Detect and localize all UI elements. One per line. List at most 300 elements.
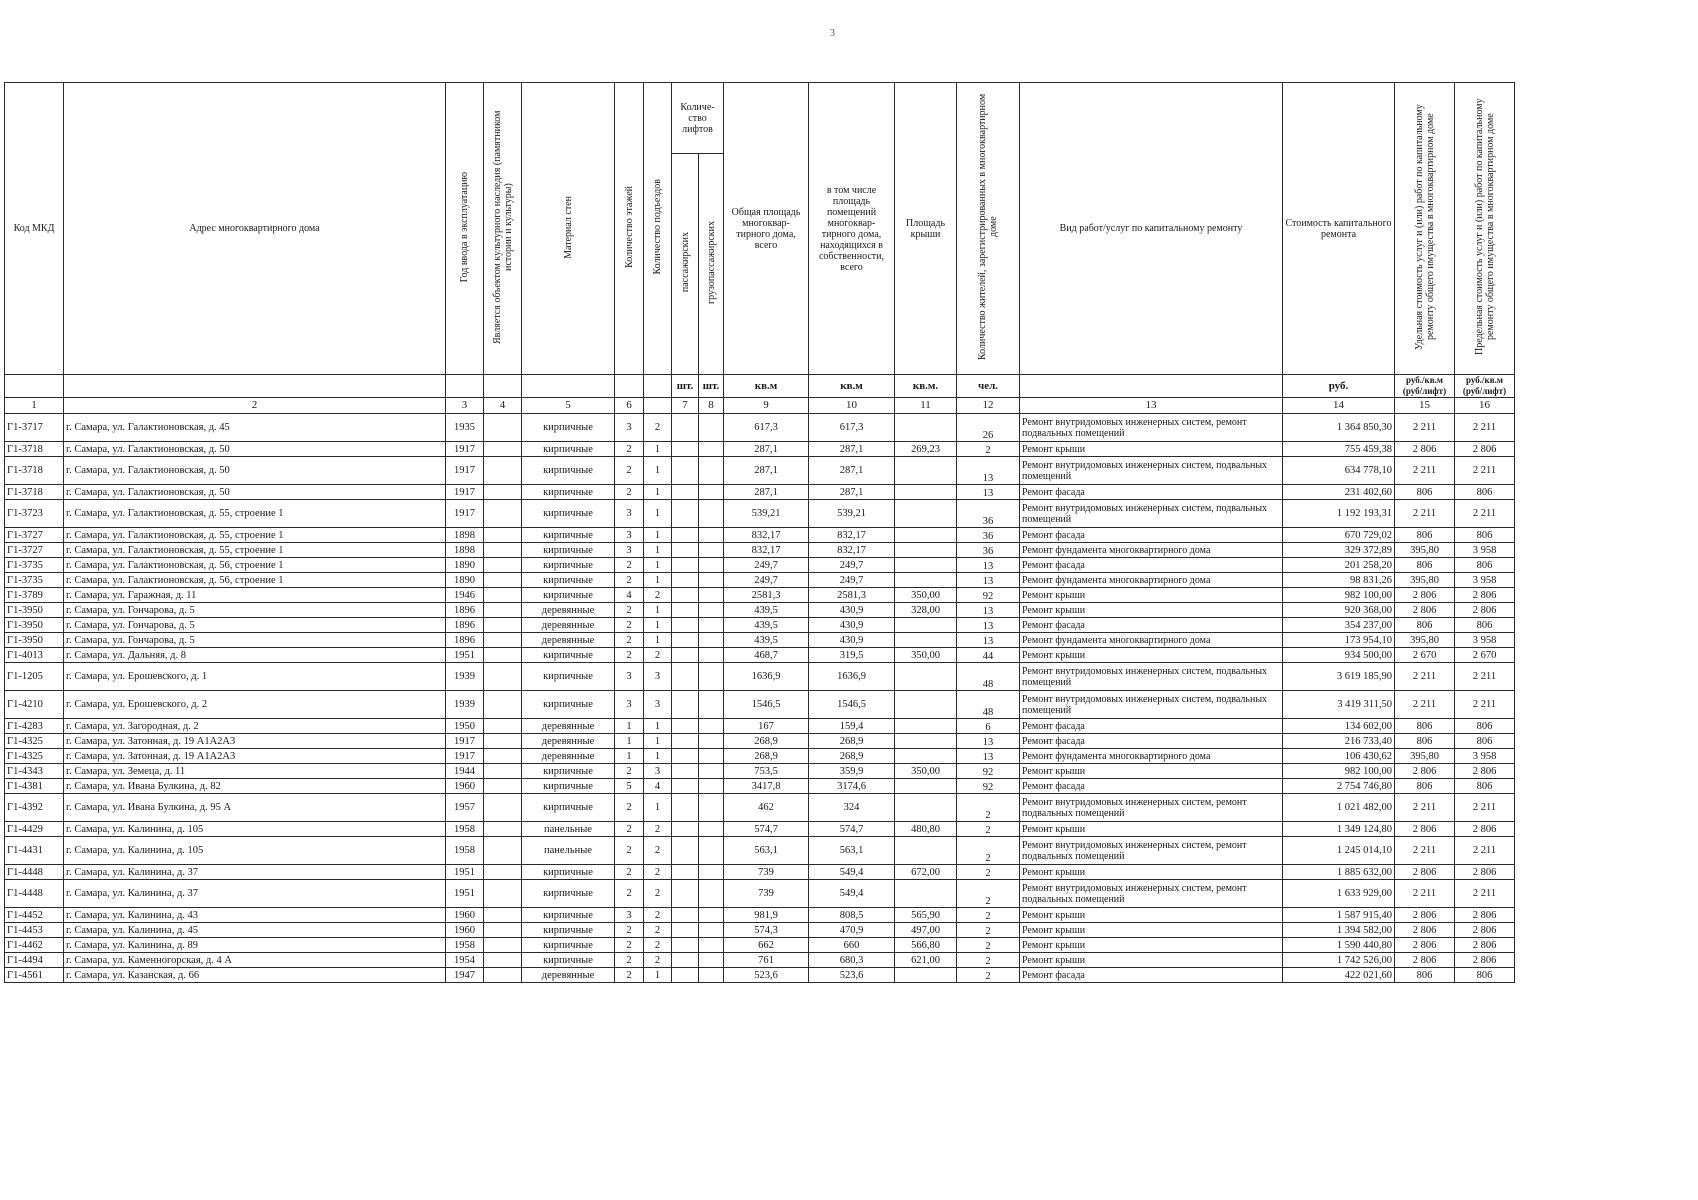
- heritage-cell: [484, 457, 522, 485]
- work-type-cell: Ремонт крыши: [1020, 764, 1283, 779]
- heritage-cell: [484, 749, 522, 764]
- residents-cell: 2: [957, 837, 1020, 865]
- walls-cell: кирпичные: [522, 500, 615, 528]
- heritage-cell: [484, 822, 522, 837]
- lifts-cargo-cell: [699, 663, 724, 691]
- work-type-cell: Ремонт фасада: [1020, 968, 1283, 983]
- max-cost-cell: 806: [1455, 485, 1515, 500]
- entrances-cell: 4: [644, 779, 672, 794]
- area-total-cell: 268,9: [724, 734, 809, 749]
- max-cost-cell: 806: [1455, 558, 1515, 573]
- address-cell: г. Самара, ул. Галактионовская, д. 55, строение 1: [64, 528, 446, 543]
- entrances-cell: 2: [644, 953, 672, 968]
- lifts-passenger-cell: [672, 603, 699, 618]
- area-total-cell: 563,1: [724, 837, 809, 865]
- max-cost-cell: 806: [1455, 618, 1515, 633]
- work-type-cell: Ремонт крыши: [1020, 908, 1283, 923]
- max-cost-cell: 2 806: [1455, 865, 1515, 880]
- lifts-cargo-cell: [699, 794, 724, 822]
- max-cost-cell: 2 211: [1455, 794, 1515, 822]
- table-row: [5, 968, 1515, 983]
- lifts-cargo-cell: [699, 558, 724, 573]
- area-total-cell: 832,17: [724, 543, 809, 558]
- heritage-cell: [484, 588, 522, 603]
- area-owned-cell: 268,9: [809, 734, 895, 749]
- roof-area-cell: 350,00: [895, 764, 957, 779]
- lifts-cargo-cell: [699, 880, 724, 908]
- unit-cost-cell: 2 211: [1395, 880, 1455, 908]
- area-total-cell: 439,5: [724, 603, 809, 618]
- area-total-cell: 761: [724, 953, 809, 968]
- code-cell: Г1-4283: [5, 719, 64, 734]
- area-owned-cell: 680,3: [809, 953, 895, 968]
- unit-cost-cell: 2 211: [1395, 794, 1455, 822]
- code-cell: Г1-1205: [5, 663, 64, 691]
- heritage-cell: [484, 865, 522, 880]
- walls-cell: деревянные: [522, 734, 615, 749]
- lifts-cargo-cell: [699, 719, 724, 734]
- heritage-cell: [484, 558, 522, 573]
- unit-cell: шт.: [672, 375, 699, 398]
- address-cell: г. Самара, ул. Калинина, д. 105: [64, 822, 446, 837]
- entrances-cell: 2: [644, 588, 672, 603]
- year-cell: 1939: [446, 663, 484, 691]
- cost-cell: 982 100,00: [1283, 764, 1395, 779]
- area-total-cell: 468,7: [724, 648, 809, 663]
- cost-cell: 934 500,00: [1283, 648, 1395, 663]
- cost-cell: 201 258,20: [1283, 558, 1395, 573]
- area-total-cell: 167: [724, 719, 809, 734]
- area-total-cell: 462: [724, 794, 809, 822]
- roof-area-cell: [895, 414, 957, 442]
- address-cell: г. Самара, ул. Ивана Булкина, д. 95 А: [64, 794, 446, 822]
- unit-cell: руб./кв.м (руб/лифт): [1455, 375, 1515, 398]
- lifts-passenger-cell: [672, 543, 699, 558]
- unit-cost-cell: 2 806: [1395, 822, 1455, 837]
- residents-cell: 2: [957, 822, 1020, 837]
- floors-cell: 2: [615, 968, 644, 983]
- residents-cell: 36: [957, 543, 1020, 558]
- residents-cell: 2: [957, 865, 1020, 880]
- walls-cell: деревянные: [522, 719, 615, 734]
- max-cost-cell: 2 211: [1455, 691, 1515, 719]
- work-type-cell: Ремонт фасада: [1020, 618, 1283, 633]
- area-total-cell: 753,5: [724, 764, 809, 779]
- address-cell: г. Самара, ул. Земеца, д. 11: [64, 764, 446, 779]
- unit-cell: [446, 375, 484, 398]
- max-cost-cell: 806: [1455, 968, 1515, 983]
- area-total-cell: 287,1: [724, 442, 809, 457]
- lifts-passenger-cell: [672, 414, 699, 442]
- unit-cost-cell: 806: [1395, 485, 1455, 500]
- lifts-cargo-cell: [699, 764, 724, 779]
- area-owned-cell: 3174,6: [809, 779, 895, 794]
- residents-cell: 13: [957, 485, 1020, 500]
- walls-cell: кирпичные: [522, 908, 615, 923]
- floors-cell: 1: [615, 749, 644, 764]
- walls-cell: кирпичные: [522, 442, 615, 457]
- roof-area-cell: 566,80: [895, 938, 957, 953]
- max-cost-cell: 3 958: [1455, 543, 1515, 558]
- area-owned-cell: 268,9: [809, 749, 895, 764]
- cost-cell: 98 831,26: [1283, 573, 1395, 588]
- work-type-cell: Ремонт внутридомовых инженерных систем, подвальных помещений: [1020, 500, 1283, 528]
- walls-cell: кирпичные: [522, 794, 615, 822]
- address-cell: г. Самара, ул. Калинина, д. 37: [64, 880, 446, 908]
- heritage-cell: [484, 794, 522, 822]
- lifts-passenger-cell: [672, 734, 699, 749]
- max-cost-cell: 2 211: [1455, 500, 1515, 528]
- cost-cell: 982 100,00: [1283, 588, 1395, 603]
- max-cost-cell: 2 806: [1455, 923, 1515, 938]
- table-row: [5, 691, 1515, 719]
- roof-area-cell: [895, 573, 957, 588]
- unit-cell: [1020, 375, 1283, 398]
- area-total-cell: 523,6: [724, 968, 809, 983]
- max-cost-cell: 2 211: [1455, 414, 1515, 442]
- roof-area-cell: [895, 543, 957, 558]
- lifts-passenger-cell: [672, 691, 699, 719]
- lifts-cargo-cell: [699, 648, 724, 663]
- roof-area-cell: [895, 457, 957, 485]
- entrances-cell: 2: [644, 648, 672, 663]
- roof-area-cell: 621,00: [895, 953, 957, 968]
- lifts-passenger-cell: [672, 528, 699, 543]
- work-type-cell: Ремонт крыши: [1020, 648, 1283, 663]
- roof-area-cell: [895, 691, 957, 719]
- lifts-cargo-cell: [699, 442, 724, 457]
- year-cell: 1890: [446, 558, 484, 573]
- lifts-passenger-cell: [672, 779, 699, 794]
- unit-cost-cell: 2 670: [1395, 648, 1455, 663]
- area-owned-cell: 249,7: [809, 558, 895, 573]
- header-floors: Количество этажей: [615, 83, 644, 375]
- code-cell: Г1-3950: [5, 603, 64, 618]
- unit-cell: [644, 375, 672, 398]
- roof-area-cell: [895, 779, 957, 794]
- table-row: [5, 573, 1515, 588]
- entrances-cell: 2: [644, 837, 672, 865]
- unit-cost-cell: 806: [1395, 618, 1455, 633]
- unit-cost-cell: 806: [1395, 734, 1455, 749]
- table-row: [5, 442, 1515, 457]
- column-number-cell: 9: [724, 398, 809, 414]
- walls-cell: кирпичные: [522, 691, 615, 719]
- header-max-cost: Предельная стоимость услуг и (или) работ по капитальному ремонту общего имущества в многоквартирном доме: [1455, 83, 1515, 375]
- area-total-cell: 249,7: [724, 558, 809, 573]
- roof-area-cell: [895, 618, 957, 633]
- heritage-cell: [484, 779, 522, 794]
- lifts-cargo-cell: [699, 543, 724, 558]
- table-row: [5, 558, 1515, 573]
- column-number-cell: 6: [615, 398, 644, 414]
- code-cell: Г1-3723: [5, 500, 64, 528]
- header-address: Адрес многоквартирного дома: [64, 83, 446, 375]
- code-cell: Г1-3950: [5, 618, 64, 633]
- table-row: [5, 764, 1515, 779]
- walls-cell: кирпичные: [522, 923, 615, 938]
- year-cell: 1954: [446, 953, 484, 968]
- entrances-cell: 3: [644, 663, 672, 691]
- unit-cell: шт.: [699, 375, 724, 398]
- unit-cost-cell: 2 211: [1395, 837, 1455, 865]
- year-cell: 1917: [446, 442, 484, 457]
- area-owned-cell: 287,1: [809, 457, 895, 485]
- year-cell: 1898: [446, 543, 484, 558]
- work-type-cell: Ремонт крыши: [1020, 603, 1283, 618]
- work-type-cell: Ремонт крыши: [1020, 442, 1283, 457]
- max-cost-cell: 2 806: [1455, 603, 1515, 618]
- unit-cell: [5, 375, 64, 398]
- column-number-cell: 12: [957, 398, 1020, 414]
- residents-cell: 2: [957, 968, 1020, 983]
- entrances-cell: 1: [644, 558, 672, 573]
- cost-cell: 1 364 850,30: [1283, 414, 1395, 442]
- code-cell: Г1-3735: [5, 558, 64, 573]
- heritage-cell: [484, 719, 522, 734]
- table-row: [5, 414, 1515, 442]
- floors-cell: 2: [615, 938, 644, 953]
- work-type-cell: Ремонт фасада: [1020, 779, 1283, 794]
- year-cell: 1917: [446, 749, 484, 764]
- residents-cell: 48: [957, 691, 1020, 719]
- max-cost-cell: 2 806: [1455, 953, 1515, 968]
- roof-area-cell: [895, 968, 957, 983]
- roof-area-cell: 350,00: [895, 588, 957, 603]
- code-cell: Г1-4561: [5, 968, 64, 983]
- area-owned-cell: 1546,5: [809, 691, 895, 719]
- lifts-passenger-cell: [672, 908, 699, 923]
- column-number-cell: [644, 398, 672, 414]
- max-cost-cell: 2 670: [1455, 648, 1515, 663]
- header-residents: Количество жителей, зарегистрированных в многоквартирном доме: [957, 83, 1020, 375]
- roof-area-cell: 480,80: [895, 822, 957, 837]
- cost-cell: 1 742 526,00: [1283, 953, 1395, 968]
- column-number-cell: 10: [809, 398, 895, 414]
- work-type-cell: Ремонт фасада: [1020, 528, 1283, 543]
- year-cell: 1935: [446, 414, 484, 442]
- work-type-cell: Ремонт фундамента многоквартирного дома: [1020, 543, 1283, 558]
- lifts-passenger-cell: [672, 663, 699, 691]
- year-cell: 1944: [446, 764, 484, 779]
- area-total-cell: 439,5: [724, 618, 809, 633]
- cost-cell: 1 021 482,00: [1283, 794, 1395, 822]
- area-total-cell: 287,1: [724, 457, 809, 485]
- walls-cell: деревянные: [522, 603, 615, 618]
- entrances-cell: 1: [644, 618, 672, 633]
- cost-cell: 1 633 929,00: [1283, 880, 1395, 908]
- work-type-cell: Ремонт внутридомовых инженерных систем, подвальных помещений: [1020, 663, 1283, 691]
- lifts-passenger-cell: [672, 837, 699, 865]
- unit-cost-cell: 2 806: [1395, 588, 1455, 603]
- area-owned-cell: 523,6: [809, 968, 895, 983]
- residents-cell: 2: [957, 908, 1020, 923]
- code-cell: Г1-3717: [5, 414, 64, 442]
- heritage-cell: [484, 663, 522, 691]
- roof-area-cell: 565,90: [895, 908, 957, 923]
- year-cell: 1960: [446, 779, 484, 794]
- area-owned-cell: 574,7: [809, 822, 895, 837]
- unit-cell: кв.м: [809, 375, 895, 398]
- work-type-cell: Ремонт фундамента многоквартирного дома: [1020, 573, 1283, 588]
- walls-cell: кирпичные: [522, 764, 615, 779]
- area-owned-cell: 808,5: [809, 908, 895, 923]
- header-walls: Материал стен: [522, 83, 615, 375]
- lifts-cargo-cell: [699, 500, 724, 528]
- area-total-cell: 739: [724, 880, 809, 908]
- page-number: 3: [830, 28, 835, 39]
- lifts-passenger-cell: [672, 923, 699, 938]
- address-cell: г. Самара, ул. Галактионовская, д. 55, строение 1: [64, 500, 446, 528]
- lifts-cargo-cell: [699, 923, 724, 938]
- roof-area-cell: [895, 663, 957, 691]
- walls-cell: кирпичные: [522, 528, 615, 543]
- area-total-cell: 662: [724, 938, 809, 953]
- lifts-cargo-cell: [699, 588, 724, 603]
- floors-cell: 2: [615, 618, 644, 633]
- address-cell: г. Самара, ул. Каменногорская, д. 4 А: [64, 953, 446, 968]
- year-cell: 1917: [446, 500, 484, 528]
- cost-cell: 1 245 014,10: [1283, 837, 1395, 865]
- cost-cell: 755 459,38: [1283, 442, 1395, 457]
- roof-area-cell: [895, 528, 957, 543]
- lifts-cargo-cell: [699, 749, 724, 764]
- entrances-cell: 1: [644, 603, 672, 618]
- floors-cell: 2: [615, 633, 644, 648]
- header-code: Код МКД: [5, 83, 64, 375]
- lifts-passenger-cell: [672, 749, 699, 764]
- address-cell: г. Самара, ул. Галактионовская, д. 55, строение 1: [64, 543, 446, 558]
- residents-cell: 13: [957, 749, 1020, 764]
- area-owned-cell: 549,4: [809, 880, 895, 908]
- max-cost-cell: 806: [1455, 779, 1515, 794]
- walls-cell: деревянные: [522, 749, 615, 764]
- column-number-cell: 2: [64, 398, 446, 414]
- work-type-cell: Ремонт внутридомовых инженерных систем, ремонт подвальных помещений: [1020, 880, 1283, 908]
- work-type-cell: Ремонт внутридомовых инженерных систем, подвальных помещений: [1020, 457, 1283, 485]
- header-area-total: Общая площадь многоквар-тирного дома, всего: [724, 83, 809, 375]
- address-cell: г. Самара, ул. Калинина, д. 45: [64, 923, 446, 938]
- entrances-cell: 1: [644, 543, 672, 558]
- work-type-cell: Ремонт фасада: [1020, 734, 1283, 749]
- unit-cost-cell: 2 806: [1395, 953, 1455, 968]
- heritage-cell: [484, 573, 522, 588]
- residents-cell: 92: [957, 779, 1020, 794]
- walls-cell: кирпичные: [522, 573, 615, 588]
- area-owned-cell: 2581,3: [809, 588, 895, 603]
- capital-repair-register: [4, 82, 1515, 983]
- entrances-cell: 1: [644, 633, 672, 648]
- floors-cell: 3: [615, 414, 644, 442]
- work-type-cell: Ремонт фасада: [1020, 558, 1283, 573]
- unit-cost-cell: 2 211: [1395, 457, 1455, 485]
- floors-cell: 3: [615, 543, 644, 558]
- lifts-cargo-cell: [699, 573, 724, 588]
- heritage-cell: [484, 485, 522, 500]
- residents-cell: 2: [957, 880, 1020, 908]
- max-cost-cell: 806: [1455, 719, 1515, 734]
- residents-cell: 13: [957, 573, 1020, 588]
- header-entrances: Количество подъездов: [644, 83, 672, 375]
- floors-cell: 2: [615, 794, 644, 822]
- unit-cell: чел.: [957, 375, 1020, 398]
- code-cell: Г1-4431: [5, 837, 64, 865]
- residents-cell: 26: [957, 414, 1020, 442]
- area-owned-cell: 287,1: [809, 442, 895, 457]
- cost-cell: 354 237,00: [1283, 618, 1395, 633]
- unit-cell: [522, 375, 615, 398]
- roof-area-cell: [895, 485, 957, 500]
- cost-cell: 3 419 311,50: [1283, 691, 1395, 719]
- roof-area-cell: 269,23: [895, 442, 957, 457]
- area-total-cell: 287,1: [724, 485, 809, 500]
- max-cost-cell: 2 211: [1455, 457, 1515, 485]
- heritage-cell: [484, 528, 522, 543]
- floors-cell: 3: [615, 691, 644, 719]
- roof-area-cell: [895, 794, 957, 822]
- code-cell: Г1-4210: [5, 691, 64, 719]
- column-number-cell: 4: [484, 398, 522, 414]
- unit-cost-cell: 806: [1395, 558, 1455, 573]
- walls-cell: кирпичные: [522, 558, 615, 573]
- column-number-cell: 3: [446, 398, 484, 414]
- area-owned-cell: 324: [809, 794, 895, 822]
- year-cell: 1951: [446, 648, 484, 663]
- area-owned-cell: 359,9: [809, 764, 895, 779]
- area-total-cell: 539,21: [724, 500, 809, 528]
- lifts-cargo-cell: [699, 908, 724, 923]
- walls-cell: кирпичные: [522, 663, 615, 691]
- address-cell: г. Самара, ул. Галактионовская, д. 45: [64, 414, 446, 442]
- heritage-cell: [484, 414, 522, 442]
- column-number-cell: 8: [699, 398, 724, 414]
- table-row: [5, 880, 1515, 908]
- year-cell: 1896: [446, 618, 484, 633]
- area-total-cell: 249,7: [724, 573, 809, 588]
- table-row: [5, 648, 1515, 663]
- residents-cell: 13: [957, 633, 1020, 648]
- max-cost-cell: 2 806: [1455, 764, 1515, 779]
- entrances-cell: 1: [644, 794, 672, 822]
- floors-cell: 2: [615, 457, 644, 485]
- floors-cell: 2: [615, 573, 644, 588]
- entrances-cell: 2: [644, 880, 672, 908]
- area-owned-cell: 319,5: [809, 648, 895, 663]
- code-cell: Г1-4325: [5, 734, 64, 749]
- code-cell: Г1-4013: [5, 648, 64, 663]
- table-body: [5, 414, 1515, 983]
- lifts-cargo-cell: [699, 528, 724, 543]
- unit-cost-cell: 806: [1395, 779, 1455, 794]
- floors-cell: 5: [615, 779, 644, 794]
- address-cell: г. Самара, ул. Затонная, д. 19 А1А2А3: [64, 734, 446, 749]
- roof-area-cell: [895, 734, 957, 749]
- heritage-cell: [484, 543, 522, 558]
- unit-cost-cell: 2 806: [1395, 603, 1455, 618]
- work-type-cell: Ремонт крыши: [1020, 588, 1283, 603]
- unit-cost-cell: 395,80: [1395, 573, 1455, 588]
- residents-cell: 13: [957, 457, 1020, 485]
- work-type-cell: Ремонт крыши: [1020, 953, 1283, 968]
- area-owned-cell: 549,4: [809, 865, 895, 880]
- heritage-cell: [484, 442, 522, 457]
- cost-cell: 106 430,62: [1283, 749, 1395, 764]
- address-cell: г. Самара, ул. Казанская, д. 66: [64, 968, 446, 983]
- entrances-cell: 1: [644, 500, 672, 528]
- address-cell: г. Самара, ул. Калинина, д. 89: [64, 938, 446, 953]
- address-cell: г. Самара, ул. Ерошевского, д. 2: [64, 691, 446, 719]
- roof-area-cell: [895, 837, 957, 865]
